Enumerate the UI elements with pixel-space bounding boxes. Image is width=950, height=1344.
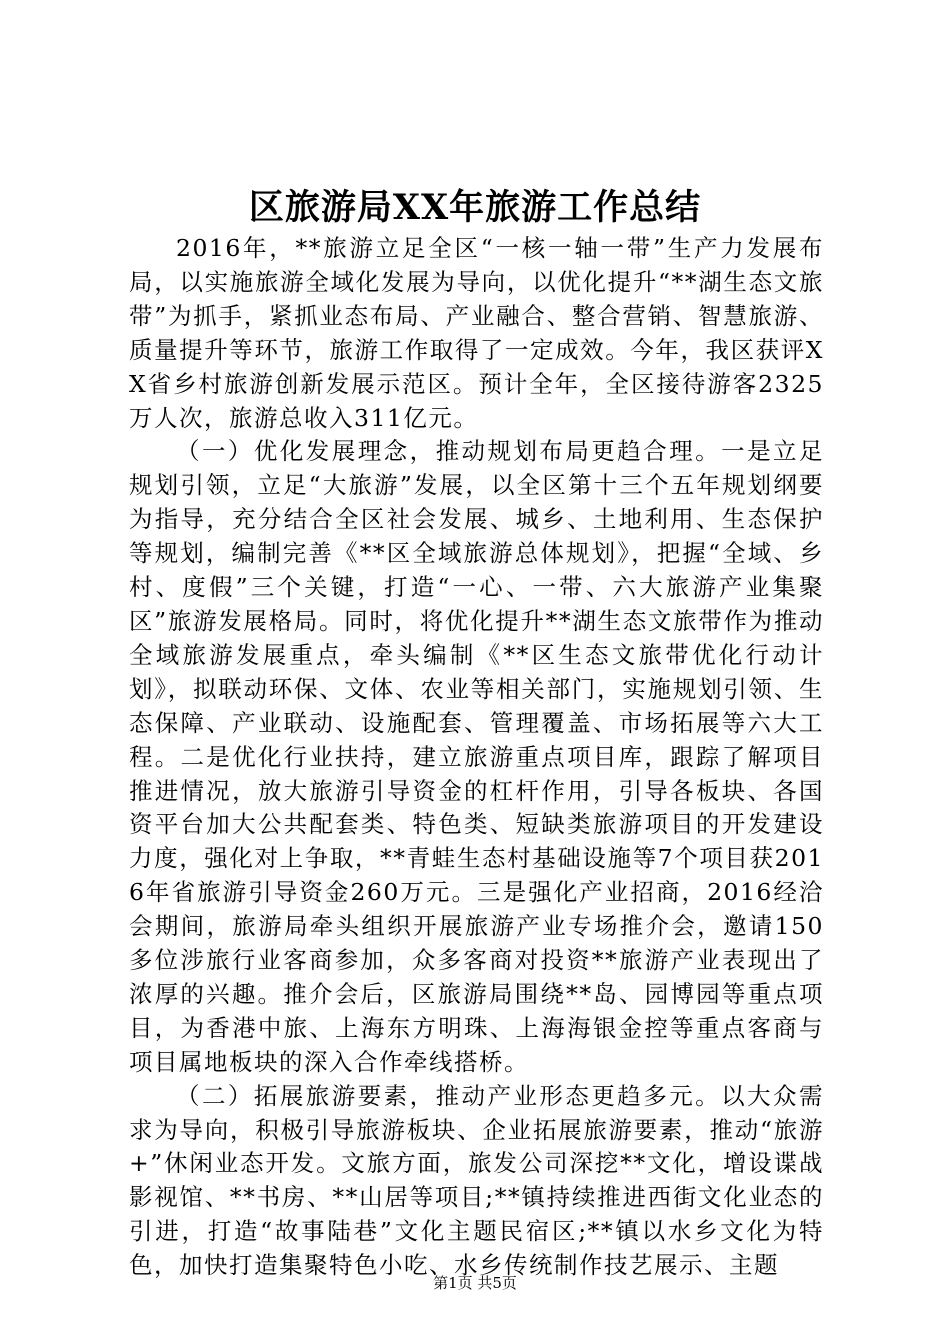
- document-title: 区旅游局XX年旅游工作总结: [248, 187, 702, 228]
- page-number-footer: 第1页 共5页: [433, 1274, 517, 1292]
- paragraph-section-1: （一）优化发展理念，推动规划布局更趋合理。一是立足规划引领，立足“大旅游”发展，以全区第十三个五年规划纲要为指导，充分结合全区社会发展、城乡、土地利用、生态保护等规划，编制完善《**区全域旅游总体规划》，把握“全域、乡村、度假”三个关键，打造“一心、一带、六大旅游产业集聚区”旅游发展格局。同时，将优化提升**湖生态文旅带作为推动全域旅游发展重点，牵头编制《**区生态文旅带优化行动计划》，拟联动环保、文体、农业等相关部门，实施规划引领、生态保障、产业联动、设施配套、管理覆盖、市场拓展等六大工程。二是优化行业扶持，建立旅游重点项目库，跟踪了解项目推进情况，放大旅游引导资金的杠杆作用，引导各板块、各国资平台加大公共配套类、特色类、短缺类旅游项目的开发建设力度，强化对上争取，**青蛙生态村基础设施等7个项目获2016年省旅游引导资金260万元。三是强化产业招商，2016经洽会期间，旅游局牵头组织开展旅游产业专场推介会，邀请150多位涉旅行业客商参加，众多客商对投资**旅游产业表现出了浓厚的兴趣。推介会后，区旅游局围绕**岛、园博园等重点项目，为香港中旅、上海东方明珠、上海海银金控等重点客商与项目属地板块的深入合作牵线搭桥。: [129, 437, 824, 1076]
- paragraph-section-2: （二）拓展旅游要素，推动产业形态更趋多元。以大众需求为导向，积极引导旅游板块、企业拓展旅游要素，推动“旅游+”休闲业态开发。文旅方面，旅发公司深挖**文化，增设谍战影视馆、**书房、**山居等项目;**镇持续推进西街文化业态的引进，打造“故事陆巷”文化主题民宿区;**镇以水乡文化为特色，加快打造集聚特色小吃、水乡传统制作技艺展示、主题: [129, 1081, 824, 1280]
- document-body: [129, 232, 824, 1283]
- paragraph-intro: 2016年，**旅游立足全区“一核一轴一带”生产力发展布局，以实施旅游全域化发展为导向，以优化提升“**湖生态文旅带”为抓手，紧抓业态布局、产业融合、整合营销、智慧旅游、质量提升等环节，旅游工作取得了一定成效。今年，我区获评XX省乡村旅游创新发展示范区。预计全年，全区接待游客2325万人次，旅游总收入311亿元。: [129, 234, 824, 432]
